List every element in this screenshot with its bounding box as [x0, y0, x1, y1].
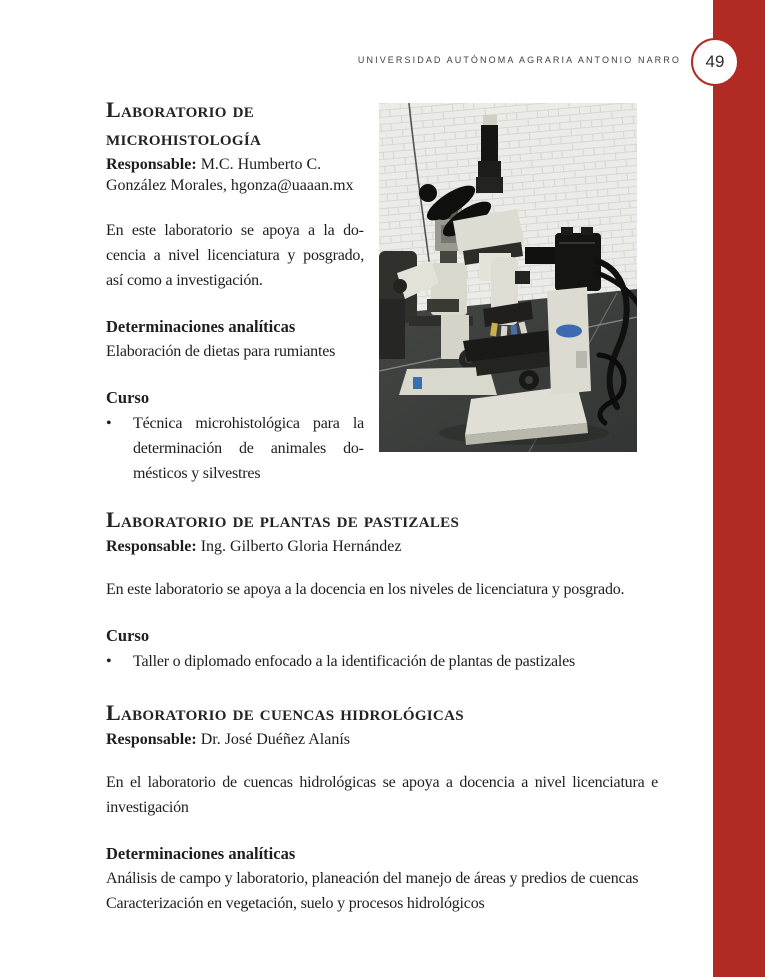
determinaciones-item: Caracterización en vegetación, suelo y procesos hidrológicos	[106, 895, 485, 912]
curso-text: Técnica microhistológica para la determinación de animales domésticos y silvestres	[133, 415, 364, 482]
section-description: En este laboratorio se apoya a la docencia a nivel licenciatura y posgrado, así como a investigación.	[106, 222, 364, 289]
curso-item	[106, 649, 654, 674]
determinaciones-heading: Determinaciones analíticas	[106, 844, 296, 863]
responsable-label: Responsable:	[106, 156, 197, 173]
laboratory-photo	[379, 103, 637, 452]
curso-item	[106, 411, 364, 486]
microscopes-illustration	[379, 103, 637, 452]
page-number-badge	[691, 38, 739, 86]
institution-header: UNIVERSIDAD AUTÓNOMA AGRARIA ANTONIO NARRO	[357, 55, 681, 65]
curso-text: Taller o diplomado enfocado a la identificación de plantas de pastizales	[133, 653, 576, 670]
responsable-name: Ing. Gilberto Gloria Hernández	[200, 538, 402, 555]
curso-heading: Curso	[106, 626, 150, 645]
determinaciones-item: Análisis de campo y laboratorio, planeación del manejo de áreas y predios de cuencas	[106, 870, 639, 887]
determinaciones-item: Elaboración de dietas para rumiantes	[106, 343, 336, 360]
section-title: Laboratorio de plantas de pastizales	[106, 507, 460, 532]
determinaciones-heading: Determinaciones analíticas	[106, 317, 296, 336]
section-cuencas-hidrologicas	[106, 699, 658, 916]
responsable-label: Responsable:	[106, 731, 197, 748]
responsable-name: M.C. Humberto C. González Morales, hgonza@uaaan.mx	[106, 156, 354, 194]
section-plantas-pastizales	[106, 506, 654, 674]
responsable-line	[106, 536, 654, 557]
responsable-line	[106, 154, 364, 196]
page-accent-bar	[713, 0, 765, 977]
bullet-marker: •	[106, 653, 112, 670]
bullet-marker: •	[106, 415, 112, 432]
responsable-label: Responsable:	[106, 538, 197, 555]
section-microhistologia	[106, 96, 364, 486]
section-description: En el laboratorio de cuencas hidrológicas se apoya a docencia a nivel licenciatura e investigación	[106, 774, 658, 816]
section-title: Laboratorio de cuencas hidrológicas	[106, 700, 464, 725]
section-description: En este laboratorio se apoya a la docencia en los niveles de licenciatura y posgrado.	[106, 581, 625, 598]
responsable-name: Dr. José Duéñez Alanís	[200, 731, 350, 748]
curso-heading: Curso	[106, 388, 150, 407]
responsable-line	[106, 729, 658, 750]
page-number: 49	[705, 52, 725, 71]
section-title: Laboratorio de microhistología	[106, 97, 262, 150]
